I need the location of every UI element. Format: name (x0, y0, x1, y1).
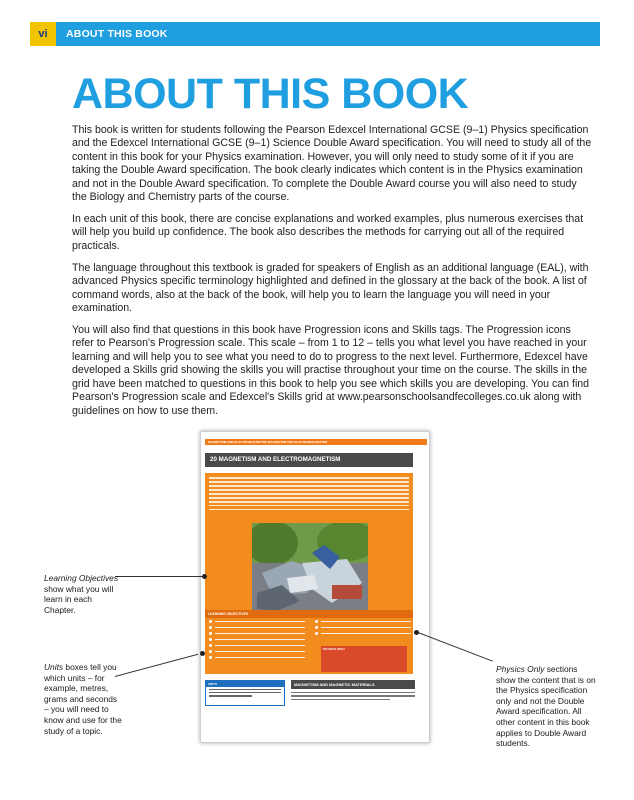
scrapyard-photo-icon (252, 523, 368, 611)
paragraph: The language throughout this textbook is graded for speakers of English as an additional language (EAL), with advanced Physics specific terminology highlighted and defined in the glossary at the back of the book. A list of command words, also at the back of the book, will help you to learn the language you will need in your examination. (72, 261, 589, 315)
paragraph: In each unit of this book, there are concise explanations and worked examples, plus numerous exercises that will help you build up confidence. The book also describes the methods for carrying out all of the required practicals. (72, 213, 584, 252)
thumbnail-objectives-right (315, 620, 411, 638)
paragraph: You will also find that questions in this book have Progression icons and Skills tags. The Progression icons refer to Pearson's Progression scale. This scale – from 1 to 12 – tells you what level you have reached in your learning and will help you to see what you need to do to progress to the next level. Furthermore, Edexcel have developed a Skills grid showing the skills you will practise throughout your time on the course. The skills in the grid have been matched to questions in this book to help you see which skills you are developing. You can find Pearson's Progression scale and Edexcel's Skills grid at www.pearsonschoolsandfecolleges.co.uk along with guidelines on how to use them. (72, 324, 590, 417)
leader-dot-units (200, 651, 205, 656)
thumbnail-objectives-title: LEARNING OBJECTIVES (205, 610, 413, 618)
thumbnail-physics-only-label: PHYSICS ONLY (323, 647, 346, 651)
thumbnail-learning-objectives (205, 610, 413, 674)
body-text (72, 124, 592, 427)
annotation-physics-only (496, 664, 596, 749)
annotation-text: show what you will learn in each Chapter. (44, 583, 114, 615)
annotation-text: boxes tell you which units – for example, metres, grams and seconds – you will need to know and use for the study of a topic. (44, 662, 122, 736)
annotation-units (44, 662, 124, 736)
page-number: vi (30, 22, 56, 46)
thumbnail-units-box (205, 680, 285, 706)
thumbnail-section-title: MAGNETISM AND MAGNETIC MATERIALS (291, 680, 415, 689)
annotation-term: Learning Objectives (44, 573, 119, 583)
leader-dot-objectives (202, 574, 207, 579)
paragraph: This book is written for students following the Pearson Edexcel International GCSE (9–1) Physics specification and the Edexcel International GCSE (9–1) Science Double Award specification. You will need to study all of the content in this book for your Physics examination. However, you will only need to study some of it if you are taking the Double Award specification. The book clearly indicates which content is in the Physics examination and not in the Double Award specification. To complete the Double Award course you will also need to study the Biology and Chemistry parts of the course. (72, 124, 592, 204)
thumbnail-top-bar (205, 439, 427, 445)
annotation-learning-objectives (44, 573, 124, 615)
page-title: ABOUT THIS BOOK (72, 70, 469, 118)
leader-line-objectives (115, 576, 205, 577)
thumbnail-chapter-title: 20 MAGNETISM AND ELECTROMAGNETISM (205, 453, 413, 467)
annotation-text: sections show the content that is on the Physics specification only and not the Double Award specification. All other content in this book applies to Double Award students. (496, 664, 596, 749)
header-section-title: ABOUT THIS BOOK (66, 28, 168, 40)
thumbnail-top-bar-text: MAGNETISM AND ELECTROMAGNETISM MAGNETISM AND ELECTROMAGNETISM (208, 440, 327, 444)
thumbnail-section-text (291, 692, 415, 702)
thumbnail-units-title: UNITS (206, 681, 284, 687)
sample-page-thumbnail (200, 431, 430, 743)
leader-line-units (115, 654, 198, 677)
leader-dot-physics-only (414, 630, 419, 635)
thumbnail-objectives-left (209, 620, 305, 662)
thumbnail-physics-only-box (321, 646, 407, 672)
annotation-term: Units (44, 662, 64, 672)
thumbnail-photo (252, 523, 368, 611)
header-bar (30, 22, 600, 46)
annotation-term: Physics Only (496, 664, 545, 674)
thumbnail-intro-text (209, 477, 409, 513)
